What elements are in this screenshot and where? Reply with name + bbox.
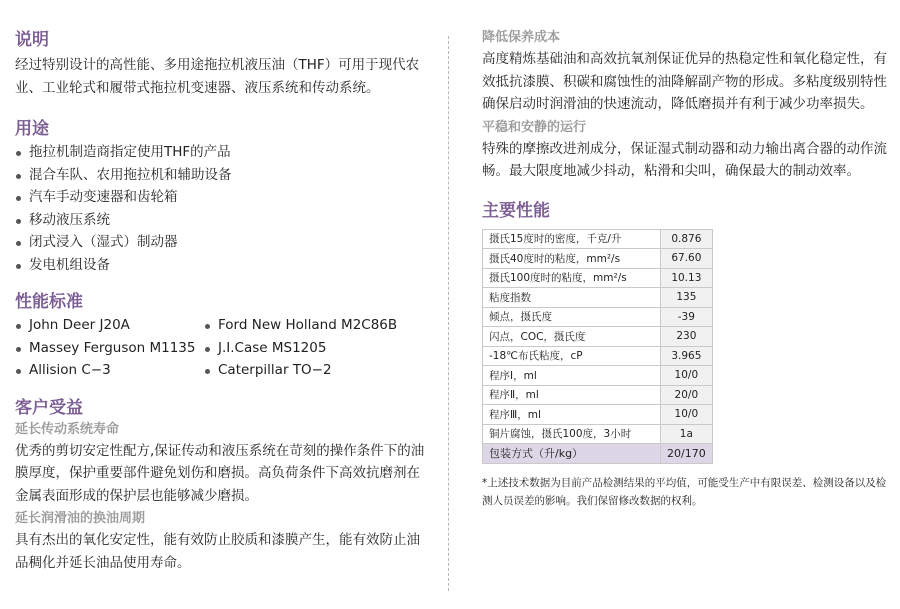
table-row: [483, 307, 713, 327]
table-row: [483, 385, 713, 405]
property-label: 铜片腐蚀，摄氏100度，3小时: [483, 424, 661, 444]
property-label: 粘度指数: [483, 288, 661, 308]
list-item: 闭式浸入（湿式）制动器: [15, 231, 425, 254]
benefits-section: [15, 396, 425, 575]
smooth-heading: 平稳和安静的运行: [482, 119, 587, 135]
smooth-section: [482, 118, 887, 183]
cost-section: [482, 28, 887, 116]
left-column: [15, 28, 425, 574]
table-row: [483, 327, 713, 347]
table-row: [483, 229, 713, 249]
list-item: Caterpillar TO−2: [204, 359, 404, 382]
footnote: *上述技术数据为目前产品检测结果的平均值，可能受生产中有限误差、检测设备以及检测人员误差的影响。我们保留修改数据的权利。: [482, 476, 887, 507]
property-label: 程序Ⅰ，ml: [483, 366, 661, 386]
property-value: 20/0: [661, 385, 713, 405]
properties-section: [482, 199, 887, 510]
property-label: 摄氏40度时的粘度，mm²/s: [483, 249, 661, 269]
property-value: -39: [661, 307, 713, 327]
property-value: 0.876: [661, 229, 713, 249]
property-value: 10.13: [661, 268, 713, 288]
benefit-subheading: 延长传动系统寿命: [15, 421, 120, 437]
benefit-text: 优秀的剪切安定性配方,保证传动和液压系统在苛刻的操作条件下的油膜厚度，保护重要部件避免划伤和磨损。高负荷条件下高效抗磨剂在金属表面形成的保护层也能够减少磨损。: [15, 442, 425, 504]
right-column: [482, 28, 887, 510]
standards-heading: 性能标准: [15, 292, 83, 312]
cost-heading: 降低保养成本: [482, 30, 561, 45]
property-label: 程序Ⅱ，ml: [483, 385, 661, 405]
properties-table: [482, 229, 713, 464]
table-row: [483, 268, 713, 288]
list-item: 混合车队、农用拖拉机和辅助设备: [15, 164, 425, 187]
property-label: 倾点，摄氏度: [483, 307, 661, 327]
table-row: [483, 405, 713, 425]
list-item: 汽车手动变速器和齿轮箱: [15, 186, 425, 209]
property-label: 程序Ⅲ，ml: [483, 405, 661, 425]
list-item: 拖拉机制造商指定使用THF的产品: [15, 141, 425, 164]
list-item: Massey Ferguson M1135: [15, 337, 204, 360]
description-heading: 说明: [15, 30, 49, 50]
list-item: 发电机组设备: [15, 254, 425, 277]
list-item: Allision C−3: [15, 359, 204, 382]
property-label: 摄氏100度时的粘度，mm²/s: [483, 268, 661, 288]
description-section: [15, 28, 425, 99]
property-value: 230: [661, 327, 713, 347]
property-value: 67.60: [661, 249, 713, 269]
property-value: 135: [661, 288, 713, 308]
benefit-text: 具有杰出的氧化安定性，能有效防止胶质和漆膜产生，能有效防止油品稠化并延长油品使用寿命。: [15, 532, 420, 571]
properties-heading: 主要性能: [482, 200, 550, 221]
list-item: John Deer J20A: [15, 314, 204, 337]
property-value: 20/170: [661, 444, 713, 464]
property-label: 闪点，COC，摄氏度: [483, 327, 661, 347]
table-row: [483, 424, 713, 444]
list-item: Ford New Holland M2C86B: [204, 314, 404, 337]
applications-heading: 用途: [15, 119, 49, 139]
table-row: [483, 288, 713, 308]
standards-list: [15, 314, 425, 382]
smooth-text: 特殊的摩擦改进剂成分，保证湿式制动器和动力输出离合器的动作流畅。最大限度地减少抖动，粘滑和尖叫，确保最大的制动效率。: [482, 140, 887, 179]
benefit-subheading: 延长润滑油的换油周期: [15, 511, 146, 526]
property-value: 3.965: [661, 346, 713, 366]
description-text: 经过特别设计的高性能、多用途拖拉机液压油（THF）可用于现代农业、工业轮式和履带式拖拉机变速器、液压系统和传动系统。: [15, 57, 420, 96]
cost-text: 高度精炼基础油和高效抗氧剂保证优异的热稳定性和氧化稳定性，有效抵抗漆膜、积碳和腐蚀性的油降解副产物的形成。多粘度级别特性确保启动时润滑油的快速流动，降低磨损并有利于减少功率损失。: [482, 51, 887, 112]
table-row: [483, 249, 713, 269]
list-item: 移动液压系统: [15, 209, 425, 232]
applications-section: [15, 117, 425, 276]
table-row: [483, 444, 713, 464]
benefits-heading: 客户受益: [15, 397, 83, 418]
property-value: 10/0: [661, 405, 713, 425]
table-row: [483, 346, 713, 366]
property-label: 包装方式（升/kg）: [483, 444, 661, 464]
column-divider: [448, 36, 449, 591]
property-label: -18℃布氏粘度，cP: [483, 346, 661, 366]
table-row: [483, 366, 713, 386]
property-value: 1a: [661, 424, 713, 444]
applications-list: [15, 141, 425, 276]
standards-section: [15, 290, 425, 382]
property-value: 10/0: [661, 366, 713, 386]
list-item: J.I.Case MS1205: [204, 337, 404, 360]
property-label: 摄氏15度时的密度，千克/升: [483, 229, 661, 249]
